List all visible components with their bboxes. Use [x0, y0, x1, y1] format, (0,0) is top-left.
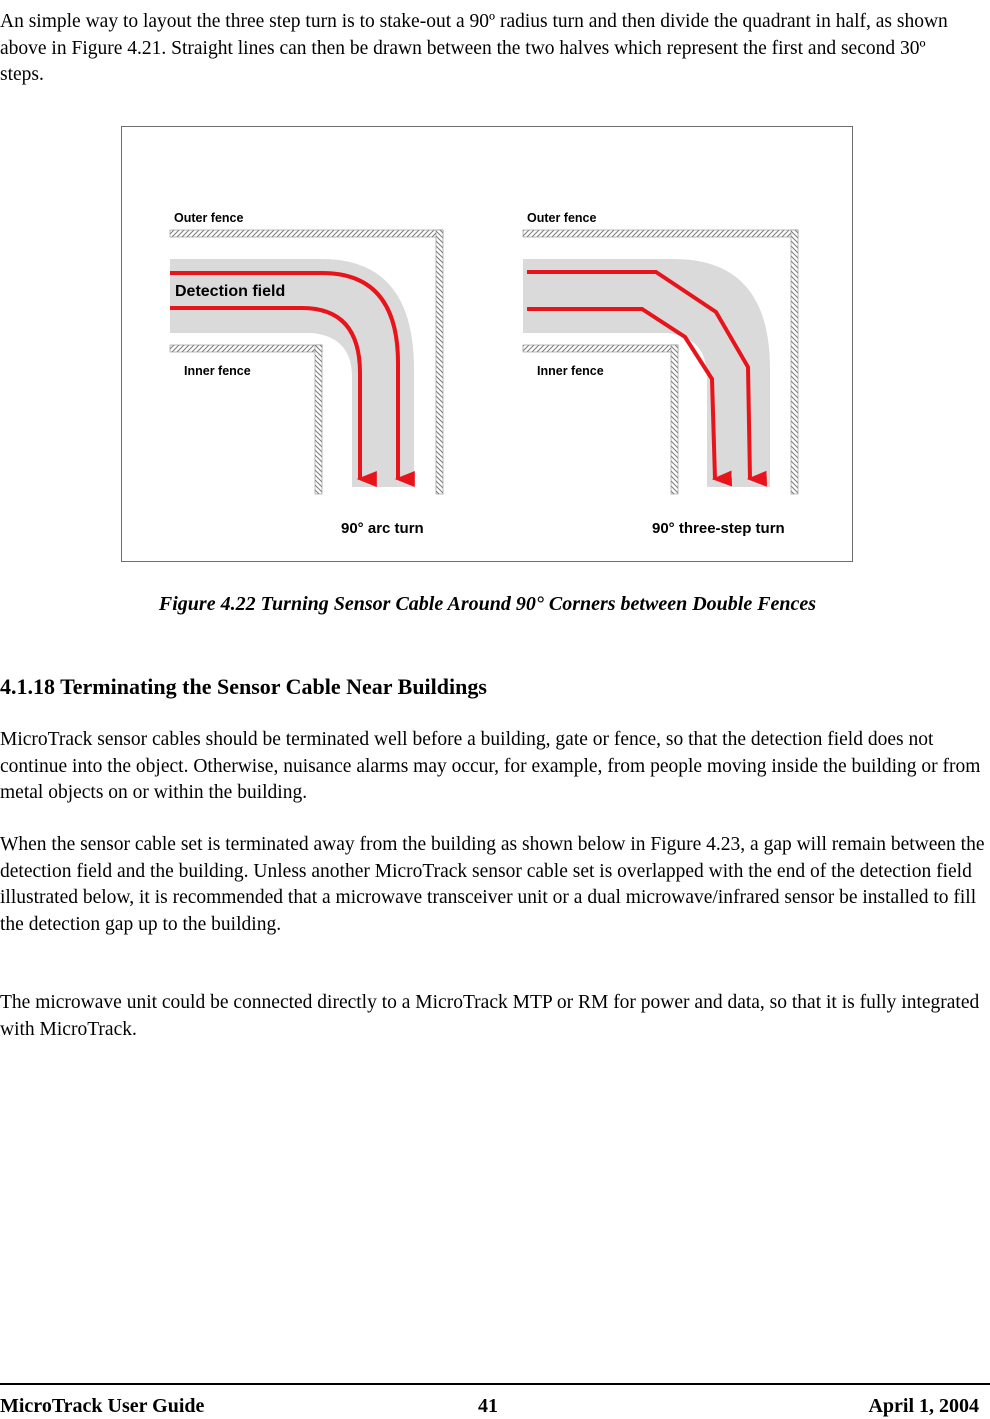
body-paragraph: When the sensor cable set is terminated away from the building as shown below in Figure 4.23, a gap will remain between the detection field and the building. Unless another MicroTrack sensor cable set is overlapped with the end of the detection field illustrated below, it is recommended that a microwave transceiver unit or a dual microwave/infrared sensor be installed to fill the detection gap up to the building.	[0, 834, 985, 935]
outer-fence-left-horizontal	[170, 230, 443, 237]
section-heading: 4.1.18 Terminating the Sensor Cable Near Buildings	[0, 674, 487, 699]
inner-fence-label-left: Inner fence	[184, 364, 251, 378]
footer-date: April 1, 2004	[868, 1395, 979, 1417]
figure-caption: Figure 4.22 Turning Sensor Cable Around 90° Corners between Double Fences	[158, 593, 817, 615]
outer-fence-left-vertical	[436, 230, 443, 494]
figure-diagram	[121, 126, 853, 562]
arc-turn-title: 90° arc turn	[341, 520, 424, 537]
inner-fence-right-horizontal	[523, 345, 678, 352]
footer-divider	[0, 1383, 990, 1385]
three-step-turn-title: 90° three-step turn	[652, 520, 785, 537]
inner-fence-left-horizontal	[170, 345, 322, 352]
inner-fence-left-vertical	[315, 345, 322, 494]
body-paragraph: MicroTrack sensor cables should be terminated well before a building, gate or fence, so that the detection field does not continue into the object. Otherwise, nuisance alarms may occur, for example, from people moving inside the building or from metal objects on or within the building.	[0, 729, 981, 803]
outer-fence-right-vertical	[791, 230, 798, 494]
body-paragraph: The microwave unit could be connected directly to a MicroTrack MTP or RM for power and data, so that it is fully integrated with MicroTrack.	[0, 992, 980, 1040]
inner-fence-label-right: Inner fence	[537, 364, 604, 378]
outer-fence-label-left: Outer fence	[174, 211, 244, 225]
footer-page-number: 41	[478, 1395, 498, 1417]
outer-fence-right-horizontal	[523, 230, 798, 237]
detection-field-label: Detection field	[175, 283, 286, 300]
left-panel	[170, 211, 443, 537]
right-panel	[523, 211, 798, 537]
inner-fence-right-vertical	[671, 345, 678, 494]
footer-document-title: MicroTrack User Guide	[0, 1395, 205, 1417]
intro-paragraph: An simple way to layout the three step turn is to stake-out a 90º radius turn and then divide the quadrant in half, as shown above in Figure 4.21. Straight lines can then be drawn between the two halves which represent the first and second 30º steps.	[0, 11, 948, 85]
outer-fence-label-right: Outer fence	[527, 211, 597, 225]
fence-turn-diagram	[122, 127, 852, 561]
